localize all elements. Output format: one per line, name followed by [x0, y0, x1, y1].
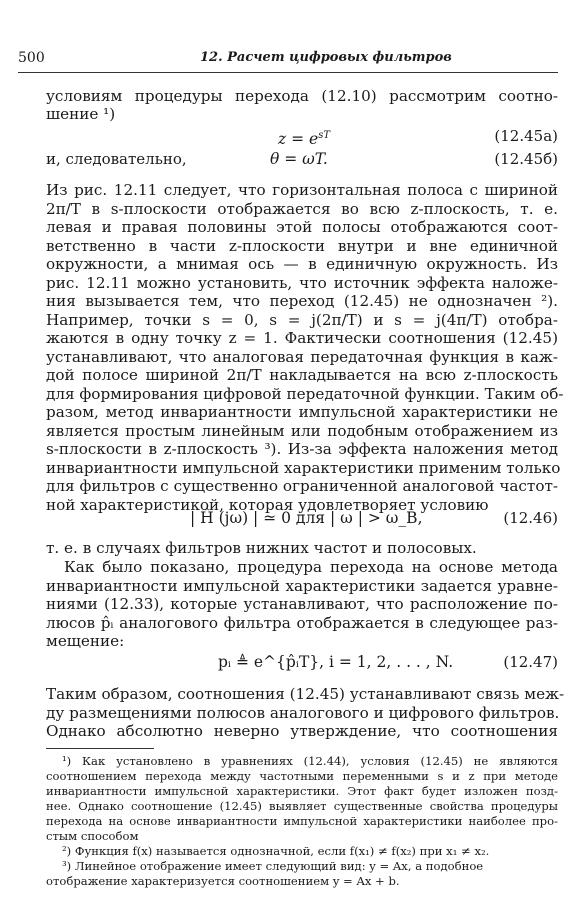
- text-line: шение ¹): [46, 105, 116, 123]
- footnote-line: стым способом: [46, 829, 139, 843]
- text-line: ния вызывается тем, что переход (12.45) не однозначен ²).: [46, 292, 558, 310]
- footnote-line: инвариантности импульсной характеристики. Этот факт будет изложен позд-: [46, 784, 558, 798]
- footnote-line: ¹) Как установлено в уравнениях (12.44), условия (12.45) не являются: [62, 754, 558, 768]
- text-line: является простым линейным или подобным отображением из: [46, 421, 558, 440]
- text-line: мещение:: [46, 632, 125, 650]
- text-line: ной характеристикой, которая удовлетворяет условию: [46, 495, 489, 514]
- page-number: 500: [18, 50, 45, 66]
- text-line: Например, точки s = 0, s = j(2π/T) и s = j(4π/T) отобра-: [46, 310, 558, 329]
- equation-label: и, следовательно,: [46, 150, 187, 168]
- equation-number: (12.46): [503, 509, 558, 527]
- equation-number: (12.47): [503, 653, 558, 671]
- text-line: ду размещениями полюсов аналогового и цифрового фильтров.: [46, 703, 560, 722]
- equation-12-47: pᵢ ≜ e^{p̂ᵢT}, i = 1, 2, . . . , N.: [218, 653, 454, 671]
- text-line: инвариантности импульсной характеристики применим только: [46, 458, 561, 477]
- text-line: условиям процедуры перехода (12.10) рассмотрим соотно-: [46, 87, 558, 105]
- text-line: для фильтров с существенно ограниченной аналоговой частот-: [46, 477, 558, 495]
- header-rule: [18, 72, 558, 73]
- footnote-line: ²) Функция f(x) называется однозначной, если f(x₁) ≠ f(x₂) при x₁ ≠ x₂.: [62, 844, 490, 858]
- footnote-line: ³) Линейное отображение имеет следующий вид: y = Ax, а подобное: [62, 859, 484, 873]
- equation-12-46: | Ĥ (jω) | ≃ 0 для | ω | > ω_B,: [190, 509, 423, 527]
- text-line: ниями (12.33), которые устанавливают, что расположение по-: [46, 595, 558, 613]
- footnote-line: нее. Однако соотношение (12.45) выявляет существенные свойства процедуры: [46, 799, 558, 813]
- equation-12-45b: θ = ωT.: [270, 150, 328, 168]
- text-line: инвариантности импульсной характеристики задается уравне-: [46, 576, 558, 595]
- text-line: разом, метод инвариантности импульсной характеристики не: [46, 403, 558, 421]
- text-line: Как было показано, процедура перехода на основе метода: [64, 558, 558, 576]
- text-line: люсов p̂ᵢ аналогового фильтра отображается в следующее раз-: [46, 613, 558, 632]
- text-line: дой полосе шириной 2π/T накладывается на всю z-плоскость: [46, 366, 558, 384]
- text-line: 2π/T в s-плоскости отображается во всю z-плоскость, т. е.: [46, 199, 558, 218]
- text-line: устанавливают, что аналоговая передаточная функция в каж-: [46, 347, 558, 366]
- text-line: рис. 12.11 можно установить, что источник эффекта наложе-: [46, 273, 558, 292]
- text-line: ветственно в части z-плоскости внутри и вне единичной: [46, 236, 558, 255]
- text-line: т. е. в случаях фильтров нижних частот и полосовых.: [46, 539, 477, 557]
- page-header: [18, 50, 558, 70]
- text-line: Из рис. 12.11 следует, что горизонтальная полоса с шириной: [46, 181, 558, 199]
- text-line: Таким образом, соотношения (12.45) устанавливают связь меж-: [46, 685, 565, 703]
- text-line: окружности, а мнимая ось — в единичную окружность. Из: [46, 255, 558, 273]
- text-line: для формирования цифровой передаточной функции. Таким об-: [46, 384, 564, 403]
- text-line: Однако абсолютно неверно утверждение, что соотношения: [46, 722, 558, 740]
- equation-number: (12.45а): [494, 127, 558, 145]
- footnote-rule: [46, 748, 154, 749]
- text-line: жаются в одну точку z = 1. Фактически соотношения (12.45): [46, 329, 558, 347]
- footnote-line: перехода на основе инвариантности импульсной характеристики наиболее про-: [46, 814, 558, 828]
- equation-number: (12.45б): [494, 150, 558, 168]
- text-line: s-плоскости в z-плоскость ³). Из-за эффекта наложения метод: [46, 440, 558, 458]
- equation-12-45a: $z = e^{sT}$: [278, 130, 330, 149]
- footnote-line: соотношением перехода между частотными переменными s и z при методе: [46, 769, 558, 783]
- footnote-line: отображение характеризуется соотношением y = Ax + b.: [46, 874, 400, 888]
- text-line: левая и правая половины этой полосы отображаются соот-: [46, 218, 558, 236]
- running-title: 12. Расчет цифровых фильтров: [200, 50, 452, 65]
